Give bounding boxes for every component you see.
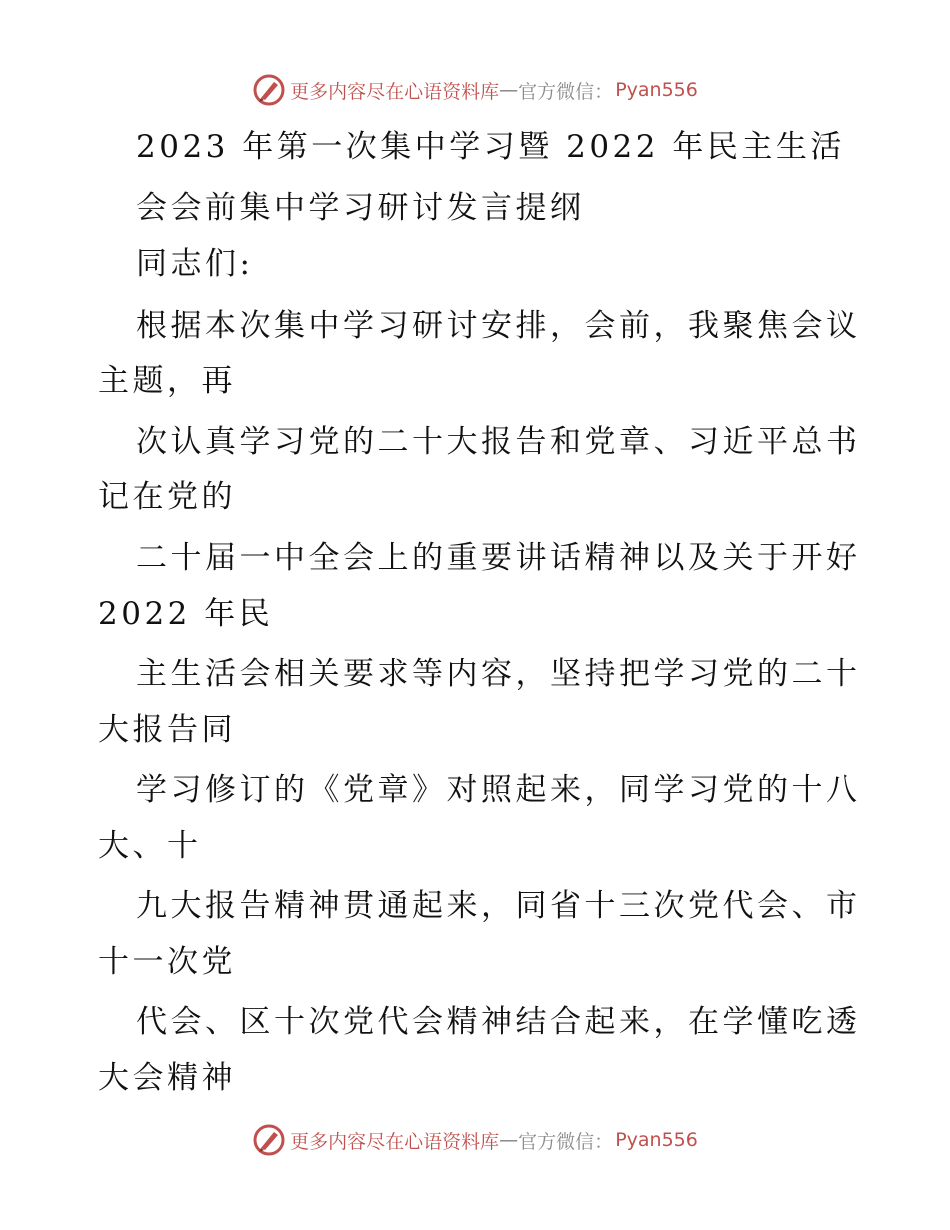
body-line: 2022 年民	[98, 596, 274, 632]
banner-official-label: 官方微信：	[518, 1130, 614, 1153]
salutation: 同志们:	[136, 246, 254, 282]
body-line: 二十届一中全会上的重要讲话精神以及关于开好	[136, 540, 861, 576]
body-line: 大会精神	[98, 1060, 236, 1096]
document-title-line-1: 2023 年第一次集中学习暨 2022 年民主生活	[136, 129, 845, 165]
banner-wechat-id: Pyan556	[615, 79, 698, 101]
body-line: 学习修订的《党章》对照起来，同学习党的十八	[136, 772, 861, 808]
pen-logo-icon	[252, 73, 286, 107]
body-line: 九大报告精神贯通起来，同省十三次党代会、市	[136, 888, 861, 924]
banner-dash: —	[499, 1129, 519, 1151]
document-title-line-2: 会会前集中学习研讨发言提纲	[136, 190, 585, 226]
body-line: 主题，再	[98, 363, 236, 399]
body-line: 代会、区十次党代会精神结合起来，在学懂吃透	[136, 1004, 861, 1040]
body-line: 记在党的	[98, 479, 236, 515]
body-line: 次认真学习党的二十大报告和党章、习近平总书	[136, 424, 861, 460]
body-line: 主生活会相关要求等内容，坚持把学习党的二十	[136, 656, 861, 692]
body-line: 十一次党	[98, 944, 236, 980]
banner-wechat-id: Pyan556	[615, 1129, 698, 1151]
footer-watermark-banner	[0, 1120, 950, 1160]
body-line: 根据本次集中学习研讨安排，会前，我聚焦会议	[136, 308, 861, 344]
banner-promo-text: 更多内容尽在心语资料库	[290, 1130, 500, 1153]
header-watermark-banner	[0, 70, 950, 110]
body-line: 大报告同	[98, 712, 236, 748]
banner-promo-text: 更多内容尽在心语资料库	[290, 80, 500, 103]
body-line: 大、十	[98, 828, 202, 864]
banner-dash: —	[499, 79, 519, 101]
pen-logo-icon	[252, 1123, 286, 1157]
banner-official-label: 官方微信：	[518, 80, 614, 103]
